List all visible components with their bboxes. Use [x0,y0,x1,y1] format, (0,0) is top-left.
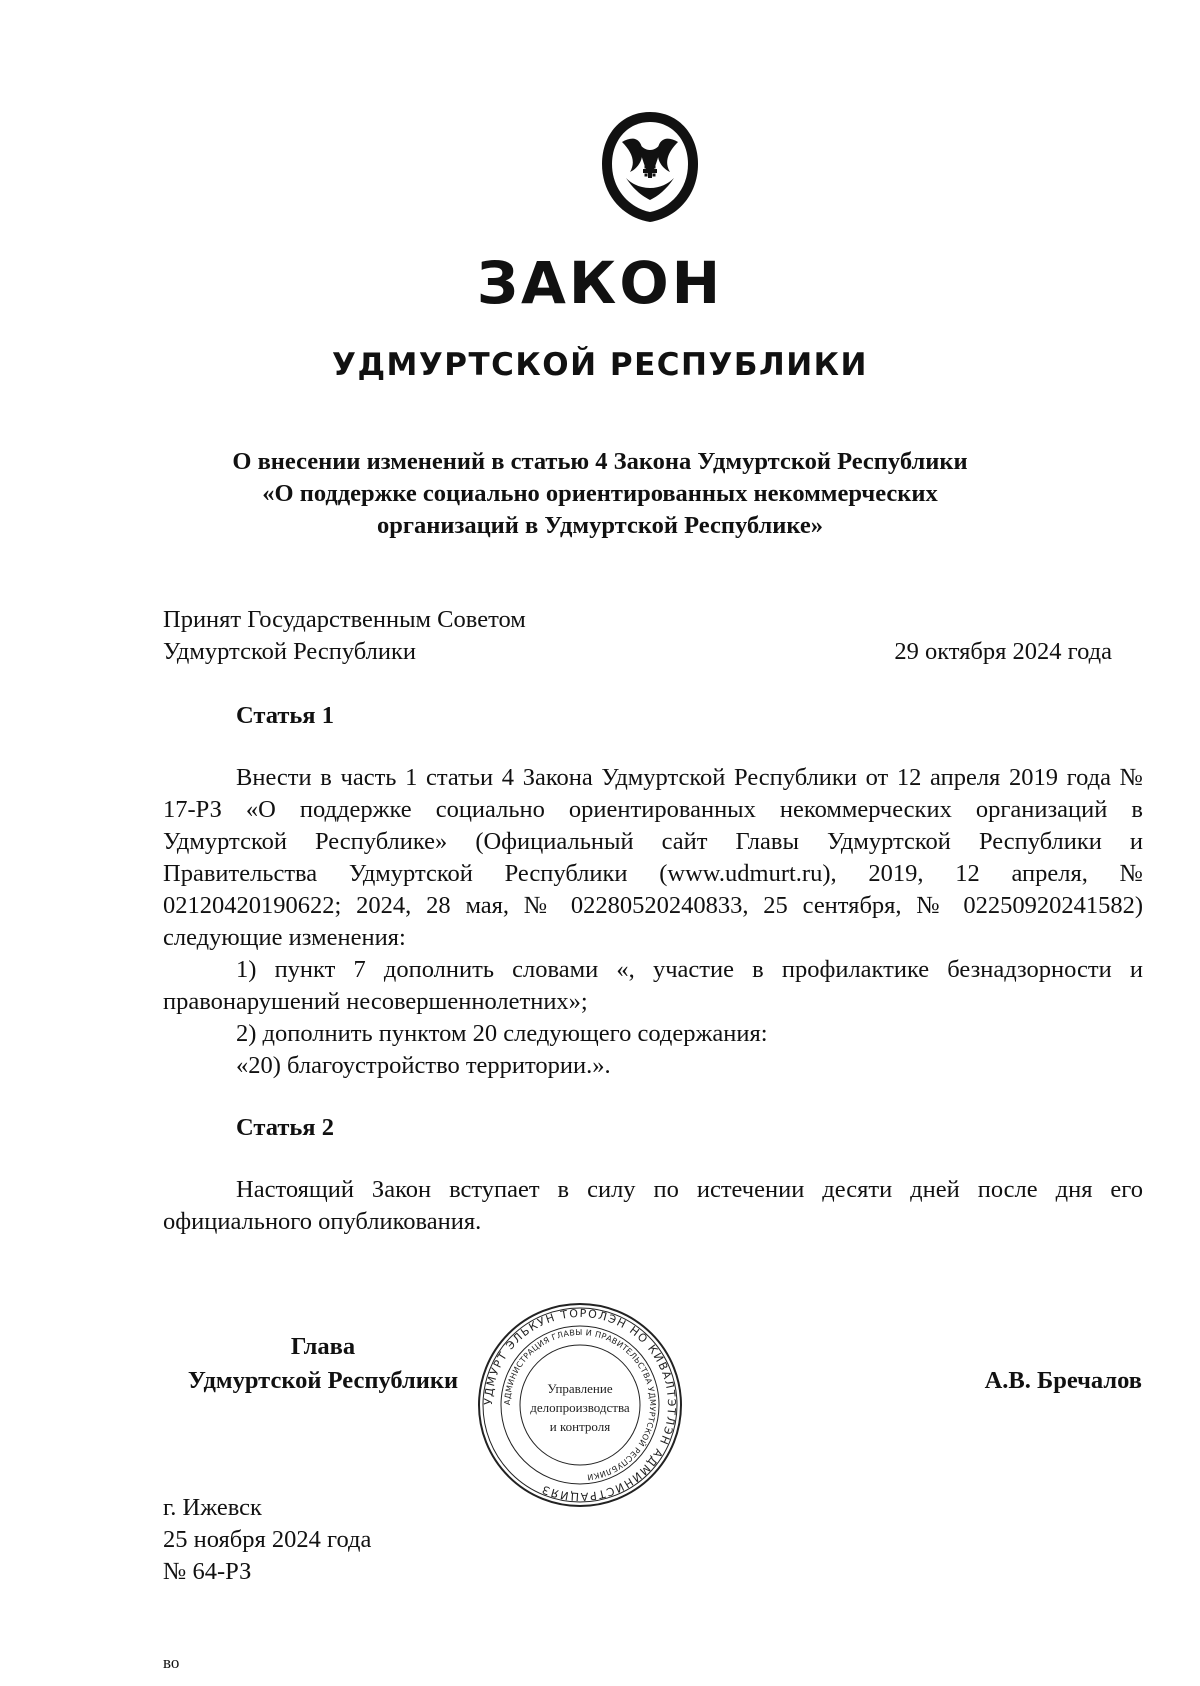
law-name-line: О внесении изменений в статью 4 Закона Удмуртской Республики [232,448,968,475]
stamp-outer-text: УДМУРТ ЭЛЬКУН ТОРОЛЭН НО КИВАЛТЭТЛЭН АДМИНИСТРАЦИЯЗ [481,1306,679,1504]
official-stamp [475,1300,685,1510]
signatory-name: А.В. Бречалов [984,1367,1142,1394]
issuance-info [163,1492,371,1588]
law-name [150,446,1050,542]
issuance-city: г. Ижевск [163,1494,262,1521]
signatory-title-line: Удмуртской Республики [187,1367,459,1394]
article-1-intro: Внести в часть 1 статьи 4 Закона Удмуртской Республики от 12 апреля 2019 года № 17-РЗ «О поддержке социально ориентированных некоммерческих организаций в Удмуртской Республике» (Официальный сайт Главы Удмуртской Республики и Правительства Удмуртской Республики (www.udmurt.ru), 2019, 12 апреля, № 02120420190622; 2024, 28 мая, № 02280520240833, 25 сентября, № 02250920241582) следующие изменения: [163,764,1143,951]
article-1-item-3: «20) благоустройство территории.». [236,1052,611,1079]
document-title: ЗАКОН [476,249,724,317]
adoption-info [163,604,526,668]
law-name-line: «О поддержке социально ориентированных некоммерческих [262,480,938,507]
law-number: № 64-РЗ [163,1558,252,1585]
article-2-text: Настоящий Закон вступает в силу по истечении десяти дней после дня его официального опубликования. [163,1176,1143,1235]
article-1-item-1: 1) пункт 7 дополнить словами «, участие в профилактике безнадзорности и правонарушений несовершеннолетних»; [163,956,1143,1015]
article-2-heading: Статья 2 [236,1114,334,1141]
article-2-body [163,1174,1143,1238]
stamp-inner-text: АДМИНИСТРАЦИЯ ГЛАВЫ И ПРАВИТЕЛЬСТВА УДМУРТСКОЙ РЕСПУБЛИКИ [502,1327,658,1482]
article-1-item-2: 2) дополнить пунктом 20 следующего содержания: [236,1020,768,1047]
adoption-date: 29 октября 2024 года [894,638,1112,665]
executor-initials: во [163,1653,180,1672]
signatory-title [163,1330,483,1398]
stamp-center-line: Управление [547,1381,613,1396]
signatory-title-line: Глава [290,1333,356,1360]
article-1-body [163,762,1143,1082]
document-subtitle: УДМУРТСКОЙ РЕСПУБЛИКИ [332,347,868,383]
stamp-center-line: и контроля [549,1419,611,1434]
adoption-line: Удмуртской Республики [163,638,416,665]
issuance-date: 25 ноября 2024 года [163,1526,372,1553]
law-name-line: организаций в Удмуртской Республике» [376,512,824,539]
adoption-line: Принят Государственным Советом [163,606,526,633]
coat-of-arms-icon [598,108,702,226]
stamp-center-line: делопроизводства [530,1400,630,1415]
article-1-heading: Статья 1 [236,702,334,729]
